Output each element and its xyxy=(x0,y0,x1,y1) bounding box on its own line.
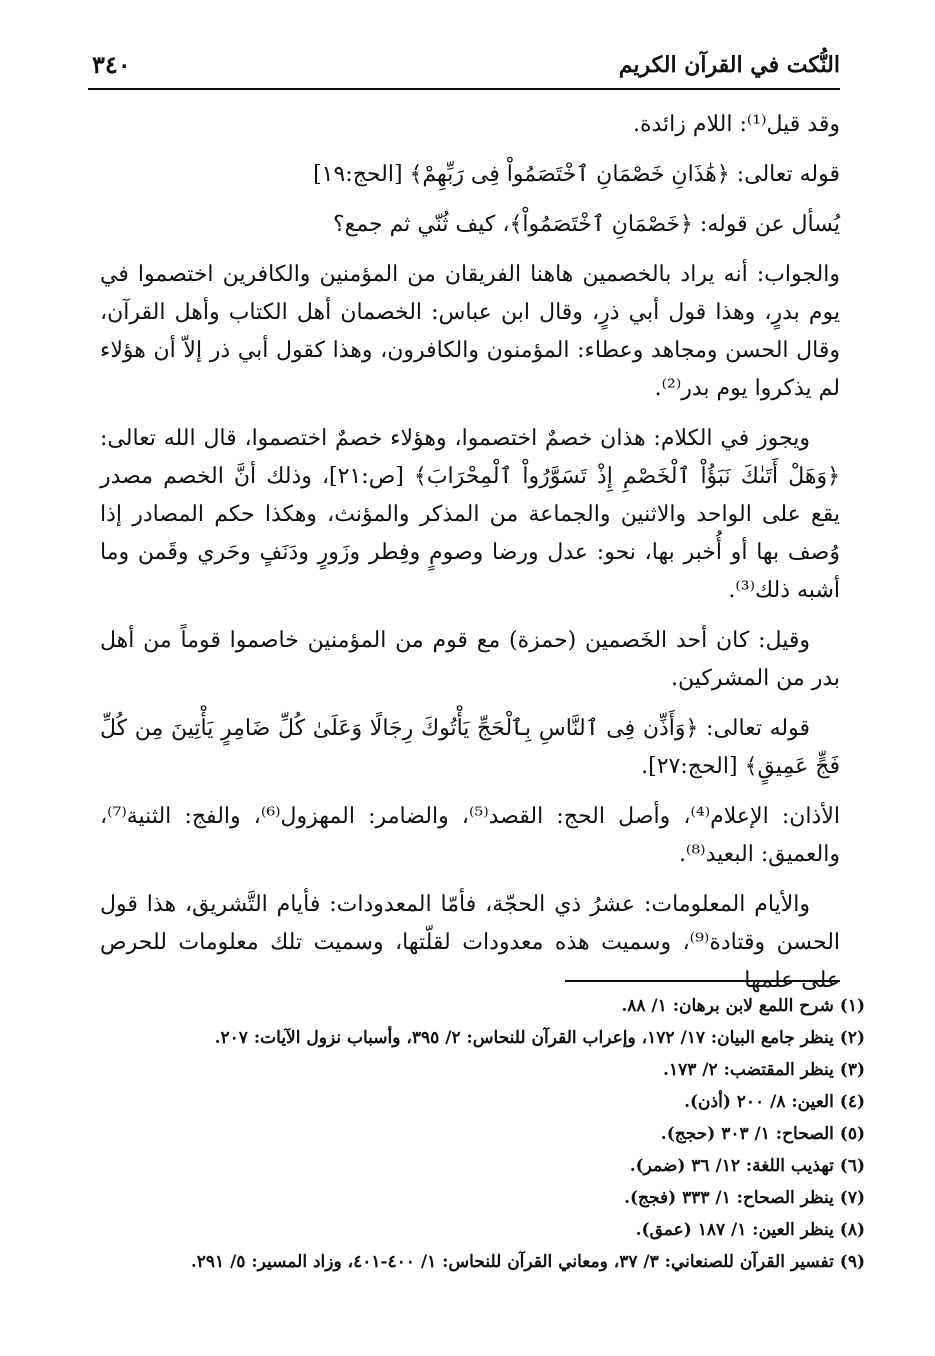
footnote: (٢) ينظر جامع البيان: ١٧/ ١٧٢، وإعراب القرآن للنحاس: ٢/ ٣٩٥، وأسباب نزول الآيات: ٢٠٧. xyxy=(214,1028,865,1048)
paragraph: وقيل: كان أحد الخَصمين (حمزة) مع قوم من المؤمنين خاصموا قوماً من أهل بدر من المشركين. xyxy=(100,628,840,691)
footnote-divider xyxy=(565,980,840,982)
paragraph: الأذان: الإعلام⁽⁴⁾، وأصل الحج: القصد⁽⁵⁾، والضامر: المهزول⁽⁶⁾، والفج: الثنية⁽⁷⁾، والعميق: البعيد⁽⁸⁾. xyxy=(100,804,840,867)
footnote: (٤) العين: ٨/ ٢٠٠ (أذن). xyxy=(684,1092,865,1112)
book-title: النُّكت في القرآن الكريم xyxy=(618,52,840,78)
footnotes xyxy=(150,990,865,1278)
main-text xyxy=(100,106,840,1012)
footnote: (٩) تفسير القرآن للصنعاني: ٣/ ٣٧، ومعاني القرآن للنحاس: ١/ ٤٠٠-٤٠١، وزاد المسير: ٥/ ٢٩١. xyxy=(190,1252,865,1272)
paragraph: وقد قيل⁽¹⁾: اللام زائدة. xyxy=(632,112,840,137)
paragraph: والأيام المعلومات: عشرُ ذي الحجّة، فأمّا المعدودات: فأيام التَّشريق، هذا قول الحسن وقتادة⁽⁹⁾، وسميت هذه معدودات لقلّتها، وسميت تلك معلومات للحرص على علمها xyxy=(100,892,841,993)
verse-heading: قوله تعالى: ﴿هَٰذَانِ خَصْمَانِ ٱخْتَصَمُواْ فِى رَبِّهِمْ﴾ [الحج:١٩] xyxy=(313,162,840,187)
footnote: (١) شرح اللمع لابن برهان: ١/ ٨٨. xyxy=(621,996,865,1016)
paragraph: يُسأل عن قوله: ﴿خَصْمَانِ ٱخْتَصَمُواْ﴾، كيف ثُنّي ثم جمع؟ xyxy=(332,212,840,237)
footnote: (٧) ينظر الصحاح: ١/ ٣٣٣ (فجج). xyxy=(624,1188,865,1208)
page-number: ٣٤٠ xyxy=(92,50,131,79)
paragraph: ويجوز في الكلام: هذان خصمٌ اختصموا، وهؤلاء خصمٌ اختصموا، قال الله تعالى: ﴿وَهَلْ أَتَىٰكَ نَبَؤُاْ ٱلْخَصْمِ إِذْ تَسَوَّرُواْ ٱلْمِحْرَابَ﴾ [ص:٢١]، وذلك أنَّ الخصم مصدر يقع على الواحد والاثنين والجماعة من المذكر والمؤنث، وهكذا حكم المصادر إذا وُصف بها أو أُخبر بها، نحو: عدل ورضا وصومٍ وفِطر وزَورٍ ودَنَفٍ وحَري وقَمن وما أشبه ذلك⁽³⁾. xyxy=(100,426,840,603)
footnote: (٣) ينظر المقتضب: ٢/ ١٧٣. xyxy=(663,1060,865,1080)
footnote: (٨) ينظر العين: ١/ ١٨٧ (عمق). xyxy=(635,1220,865,1240)
paragraph: والجواب: أنه يراد بالخصمين هاهنا الفريقان من المؤمنين والكافرين اختصموا في يوم بدرٍ، وهذا قول أبي ذرٍ، وقال ابن عباس: الخصمان أهل الكتاب وأهل القرآن، وقال الحسن ومجاهد وعطاء: المؤمنون والكافرون، وهذا كقول أبي ذر إلاّ أن هؤلاء لم يذكروا يوم بدر⁽²⁾. xyxy=(100,262,840,401)
verse-heading: قوله تعالى: ﴿وَأَذِّن فِى ٱلنَّاسِ بِٱلْحَجِّ يَأْتُوكَ رِجَالًا وَعَلَىٰ كُلِّ ضَامِرٍ يَأْتِينَ مِن كُلِّ فَجٍّ عَمِيقٍ﴾ [الحج:٢٧]. xyxy=(100,716,840,779)
footnote: (٦) تهذيب اللغة: ١٢/ ٣٦ (ضمر). xyxy=(629,1156,865,1176)
footnote: (٥) الصحاح: ١/ ٣٠٣ (حجج). xyxy=(660,1124,865,1144)
running-header xyxy=(88,44,840,90)
